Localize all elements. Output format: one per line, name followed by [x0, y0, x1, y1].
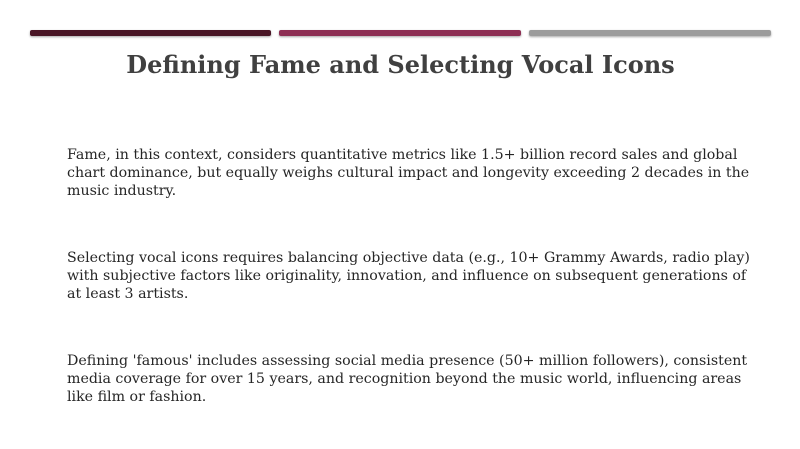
- accent-bar-dark: [30, 30, 271, 36]
- accent-bar-gray: [529, 30, 771, 36]
- slide-title: Defining Fame and Selecting Vocal Icons: [126, 50, 675, 79]
- paragraph-fame-definition: Fame, in this context, considers quantitative metrics like 1.5+ billion record sales and global chart dominance, but equally weighs cultural impact and longevity exceeding 2 decades in the music industry.: [67, 147, 750, 200]
- paragraph-selection-criteria: Selecting vocal icons requires balancing objective data (e.g., 10+ Grammy Awards, radio play) with subjective factors like originality, innovation, and influence on subsequent generations of at least 3 artists.: [67, 250, 750, 303]
- paragraph-famous-assessment: Defining 'famous' includes assessing social media presence (50+ million followers), consistent media coverage for over 15 years, and recognition beyond the music world, influencing areas like film or fashion.: [67, 353, 748, 406]
- accent-bar-magenta: [279, 30, 521, 36]
